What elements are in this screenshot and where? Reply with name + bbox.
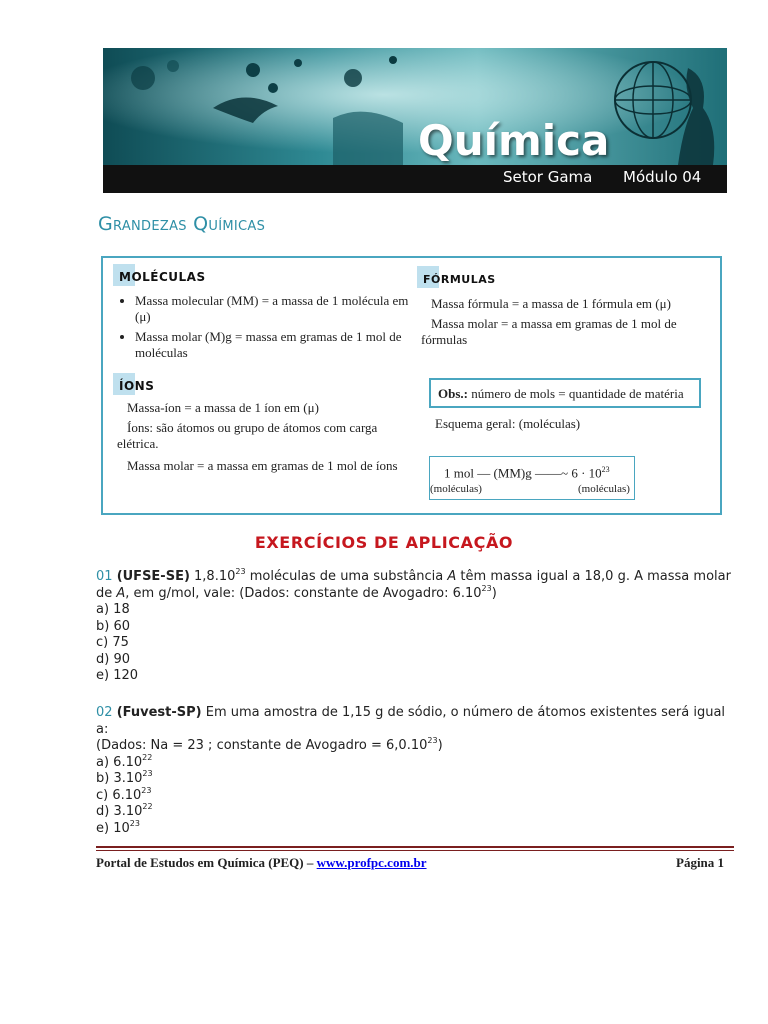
- option: e) 120: [96, 668, 139, 683]
- schema-right-exp: 23: [601, 465, 610, 474]
- formulas-line: Massa fórmula = a massa de 1 fórmula em (μ): [431, 296, 671, 311]
- schema-right: 6 · 10: [571, 465, 602, 481]
- portal-link[interactable]: www.profpc.com.br: [316, 855, 427, 870]
- formulas-line: Massa molar = a massa em gramas de 1 mol de fórmulas: [421, 316, 677, 347]
- option: b) 3.10$^{23}$: [96, 769, 153, 786]
- option: e) $10^{23}$: [96, 818, 140, 836]
- moleculas-heading: MOLÉCULAS: [117, 266, 206, 285]
- ions-line: Massa molar = a massa em gramas de 1 mol de íons: [127, 458, 398, 473]
- option: d) 3.10$^{22}$: [96, 802, 153, 819]
- exercise-source: (UFSE-SE): [116, 569, 190, 584]
- subject-title: Química: [418, 116, 610, 165]
- exercise-number: 02: [96, 705, 113, 720]
- option: a) 18: [96, 602, 130, 617]
- left-column: [117, 266, 412, 474]
- concepts-box: [101, 256, 722, 515]
- footer-portal: Portal de Estudos em Química (PEQ) – www.profpc.com.br: [96, 855, 427, 870]
- obs-text: número de mols = quantidade de matéria: [471, 386, 684, 401]
- schema-left: 1 mol: [444, 465, 474, 481]
- obs-box: [429, 378, 701, 408]
- formulas-heading: FÓRMULAS: [421, 268, 496, 287]
- modulo-label: Módulo 04: [623, 168, 702, 186]
- obs-label: Obs.:: [438, 386, 468, 401]
- setor-label: Setor Gama: [503, 168, 593, 186]
- option: d) 90: [96, 651, 130, 667]
- banner-illustration: [103, 48, 727, 165]
- esquema-label: Esquema geral: (moléculas): [435, 416, 581, 431]
- schema-sub-left: (moléculas): [430, 483, 482, 495]
- exercise-number: 01: [96, 569, 113, 584]
- option: c) 6.10$^{23}$: [96, 785, 152, 803]
- ions-line: Íons: são átomos ou grupo de átomos com carga elétrica.: [117, 420, 378, 451]
- ions-heading: ÍONS: [117, 375, 154, 394]
- header-banner: [103, 48, 727, 193]
- page-number: Página 1: [676, 855, 725, 870]
- option: a) 6.10$^{22}$: [96, 752, 153, 770]
- list-item: • Massa molecular (MM) = a massa de 1 molécula em (μ): [135, 293, 412, 325]
- moleculas-list: [117, 293, 412, 361]
- section-title: Grandezas Químicas: [98, 213, 266, 235]
- banner-info-bar: [103, 165, 727, 193]
- list-item: • Massa molar (M)g = massa em gramas de 1 mol de moléculas: [135, 329, 412, 361]
- option: c) 75: [96, 635, 129, 650]
- exercise-01: 01 (UFSE-SE) 1,8.10$^{23}$ moléculas de uma substância A têm massa igual a 18,0 g. A massa molar de A, em g/mol, vale: (Dados: constante de Avogadro: 6.10$^{23}$) a) 18 b) 60 c) 75 d) 90 e) 120: [96, 569, 736, 685]
- schema-sub-right: (moléculas): [578, 483, 630, 495]
- exercise-02: 02 (Fuvest-SP) Em uma amostra de 1,15 g de sódio, o número de átomos existentes será igual a: (Dados: Na = 23 ; constante de Avogadro = $6,0.10^{23}$) a) 6.10$^{22}$ b) 3.10$^{23}$ c) 6.10$^{23}$ d) 3.10$^{22}$ e) $10^{23}$: [96, 705, 736, 837]
- schema-arrow: ——~: [535, 465, 572, 481]
- option: b) 60: [96, 618, 130, 634]
- schema-middle: (MM)g: [493, 465, 532, 481]
- ions-line: Massa-íon = a massa de 1 íon em (μ): [127, 400, 319, 415]
- footer-divider: [96, 846, 734, 848]
- exercise-source: (Fuvest-SP): [116, 705, 202, 720]
- schema-arrow: —: [477, 465, 494, 481]
- footer-divider: [96, 850, 734, 851]
- schema-box: [429, 456, 635, 500]
- exercises-title: EXERCÍCIOS DE APLICAÇÃO: [254, 533, 514, 552]
